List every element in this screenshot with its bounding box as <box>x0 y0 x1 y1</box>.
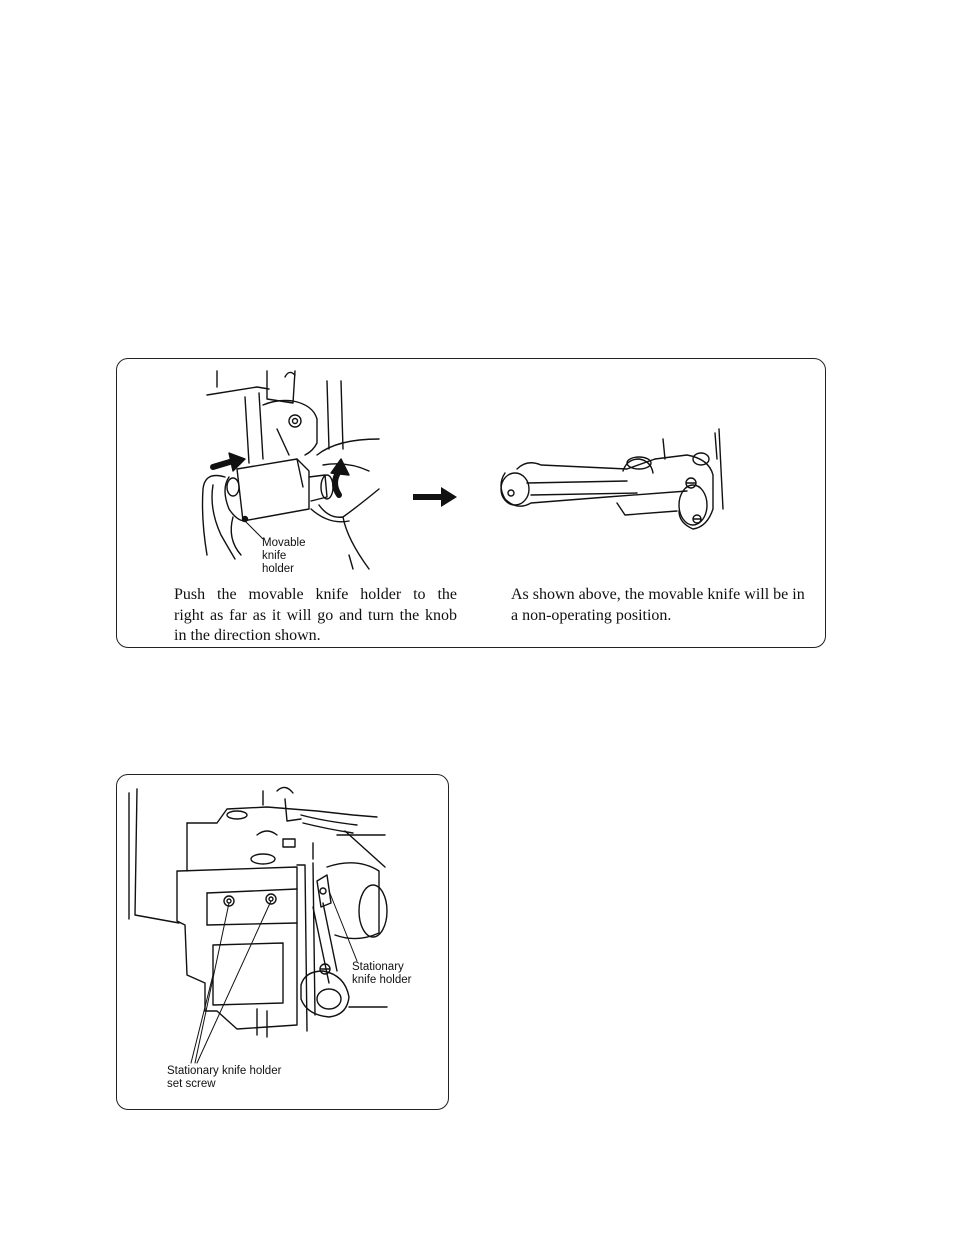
label-stationary-knife-holder-set-screw: Stationary knife holder set screw <box>167 1065 282 1090</box>
caption-left-line: right as far as it will go and turn the knob <box>174 606 457 624</box>
figure-panel-stationary-knife <box>116 774 449 1110</box>
figure-panel-movable-knife <box>116 358 826 648</box>
arrow-right-icon <box>413 487 457 507</box>
label-movable-knife-holder: Movable knife holder <box>262 537 306 575</box>
caption-left-line: in the direction shown. <box>174 627 321 644</box>
illustration-knife-non-operating <box>487 419 747 549</box>
caption-non-operating-position: As shown above, the movable knife will be in a non-operating position. <box>511 586 805 624</box>
illustration-stationary-knife-holder <box>117 775 447 1075</box>
caption-push-knife-holder <box>174 585 457 647</box>
label-stationary-knife-holder: Stationary knife holder <box>352 961 412 986</box>
caption-left-line: Push the movable knife holder to the <box>174 586 457 603</box>
